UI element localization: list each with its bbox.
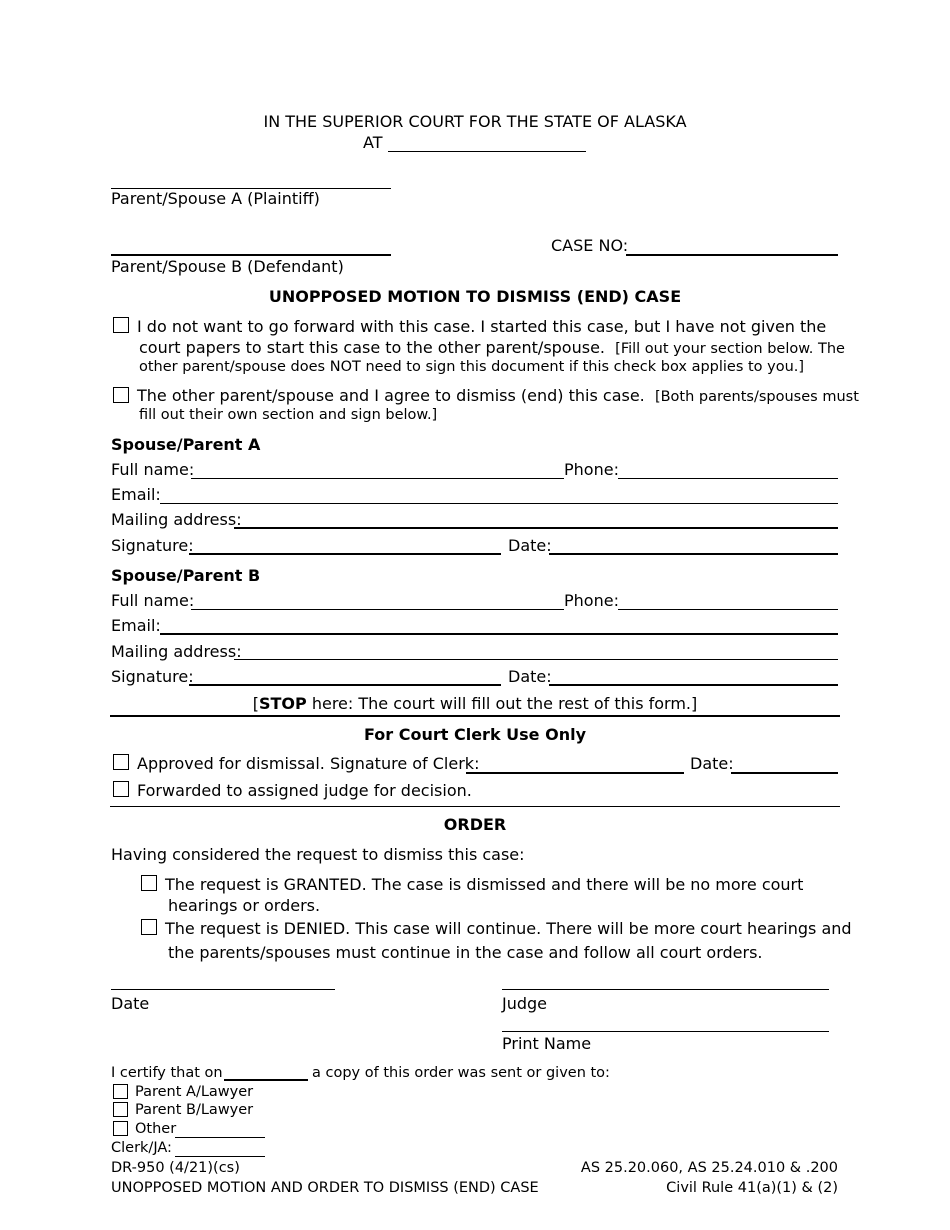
option-2-note: [Both parents/spouses must (654, 389, 859, 405)
stop-notice (0, 695, 950, 713)
form-number: DR-950 (4/21)(cs) (111, 1160, 240, 1176)
spouse-a-email-label: Email: (111, 485, 161, 504)
print-name-field[interactable] (502, 1031, 829, 1032)
order-date-field[interactable] (111, 989, 335, 990)
statute-reference: AS 25.20.060, AS 25.24.010 & .200 (580, 1160, 838, 1176)
option-1-line-2 (139, 339, 845, 358)
order-intro: Having considered the request to dismiss this case: (111, 845, 525, 864)
option-1-text: I do not want to go forward with this case. I started this case, but I have not given the (137, 317, 827, 336)
spouse-a-email-field[interactable] (160, 503, 838, 504)
forwarded-checkbox[interactable] (113, 781, 129, 797)
stop-word: STOP (258, 694, 307, 713)
spouse-a-mailing-field[interactable] (234, 527, 838, 529)
clerk-date-field[interactable] (731, 772, 838, 774)
spouse-b-phone-field[interactable] (618, 609, 838, 610)
spouse-a-phone-field[interactable] (618, 478, 838, 479)
granted-checkbox[interactable] (141, 875, 157, 891)
spouse-b-email-field[interactable] (160, 633, 838, 635)
denied-line-2: the parents/spouses must continue in the case and follow all court orders. (168, 943, 763, 962)
clerk-signature-field[interactable] (466, 772, 684, 774)
spouse-b-heading: Spouse/Parent B (111, 566, 261, 585)
parent-b-lawyer-checkbox[interactable] (113, 1102, 128, 1117)
location-field[interactable] (388, 151, 586, 152)
not-served-checkbox[interactable] (113, 317, 129, 333)
spouse-a-full-name-label: Full name: (111, 460, 195, 479)
granted-line-2: hearings or orders. (168, 896, 321, 915)
stop-open-bracket: [ (252, 694, 259, 713)
spouse-a-heading: Spouse/Parent A (111, 435, 261, 454)
spouse-b-mailing-label: Mailing address: (111, 642, 242, 661)
parent-a-lawyer-checkbox[interactable] (113, 1084, 128, 1099)
judge-label: Judge (502, 994, 548, 1013)
spouse-b-signature-field[interactable] (189, 684, 501, 686)
spouse-a-phone-label: Phone: (564, 460, 619, 479)
case-no-field[interactable] (626, 254, 838, 256)
option-2-text: The other parent/spouse and I agree to dismiss (end) this case. (137, 386, 645, 405)
other-field[interactable] (175, 1137, 265, 1138)
other-label: Other (135, 1121, 177, 1137)
option-2-note-line-2: fill out their own section and sign below.] (139, 407, 438, 423)
spouse-a-signature-label: Signature: (111, 536, 194, 555)
spouse-b-email-label: Email: (111, 616, 161, 635)
spouse-a-full-name-field[interactable] (191, 478, 564, 479)
judge-signature-field[interactable] (502, 989, 829, 990)
order-heading: ORDER (443, 815, 507, 834)
clerk-date-label: Date: (690, 754, 734, 773)
approved-checkbox[interactable] (113, 754, 129, 770)
spouse-b-mailing-field[interactable] (234, 659, 838, 660)
option-1-line-2-main: court papers to start this case to the other parent/spouse. (139, 338, 605, 357)
spouse-b-full-name-field[interactable] (191, 609, 564, 610)
parent-b-label: Parent/Spouse B (Defendant) (111, 257, 344, 276)
spouse-b-phone-label: Phone: (564, 591, 619, 610)
at-label: AT (363, 133, 383, 152)
spouse-b-date-field[interactable] (549, 684, 838, 686)
print-name-label: Print Name (502, 1034, 592, 1053)
certify-date-field[interactable] (224, 1079, 308, 1081)
approved-label: Approved for dismissal. Signature of Clerk: (137, 754, 480, 773)
spouse-b-signature-label: Signature: (111, 667, 194, 686)
parent-b-name-field[interactable] (111, 254, 391, 256)
form-title: UNOPPOSED MOTION AND ORDER TO DISMISS (END) CASE (111, 1180, 539, 1196)
case-no-label: CASE NO: (551, 236, 629, 255)
clerk-ja-label: Clerk/JA: (111, 1140, 172, 1156)
clerk-divider (110, 806, 840, 807)
court-heading: IN THE SUPERIOR COURT FOR THE STATE OF ALASKA (263, 112, 687, 131)
section-divider (110, 715, 840, 717)
option-1-note: [Fill out your section below. The (615, 341, 845, 357)
stop-rest: here: The court will fill out the rest of this form.] (306, 694, 698, 713)
spouse-b-full-name-label: Full name: (111, 591, 195, 610)
document-title: UNOPPOSED MOTION TO DISMISS (END) CASE (268, 287, 682, 306)
both-agree-checkbox[interactable] (113, 387, 129, 403)
parent-b-lawyer-label: Parent B/Lawyer (135, 1102, 254, 1118)
denied-line-1: The request is DENIED. This case will continue. There will be more court hearings and (165, 919, 852, 938)
rule-reference: Civil Rule 41(a)(1) & (2) (666, 1180, 838, 1196)
spouse-a-date-field[interactable] (549, 553, 838, 555)
option-2-line-1 (137, 387, 859, 406)
clerk-heading: For Court Clerk Use Only (364, 725, 586, 744)
spouse-a-signature-field[interactable] (189, 553, 501, 555)
certify-prefix: I certify that on (111, 1065, 223, 1081)
parent-a-label: Parent/Spouse A (Plaintiff) (111, 189, 320, 208)
forwarded-label: Forwarded to assigned judge for decision. (137, 781, 472, 800)
certify-suffix: a copy of this order was sent or given to: (312, 1065, 610, 1081)
denied-checkbox[interactable] (141, 919, 157, 935)
clerk-ja-field[interactable] (175, 1156, 265, 1157)
spouse-a-date-label: Date: (508, 536, 552, 555)
granted-line-1: The request is GRANTED. The case is dismissed and there will be no more court (165, 875, 804, 894)
option-1-note-line-3: other parent/spouse does NOT need to sign this document if this check box applies to you.] (139, 359, 805, 375)
other-checkbox[interactable] (113, 1121, 128, 1136)
spouse-a-mailing-label: Mailing address: (111, 510, 242, 529)
order-date-label: Date (111, 994, 150, 1013)
spouse-b-date-label: Date: (508, 667, 552, 686)
parent-a-lawyer-label: Parent A/Lawyer (135, 1084, 254, 1100)
